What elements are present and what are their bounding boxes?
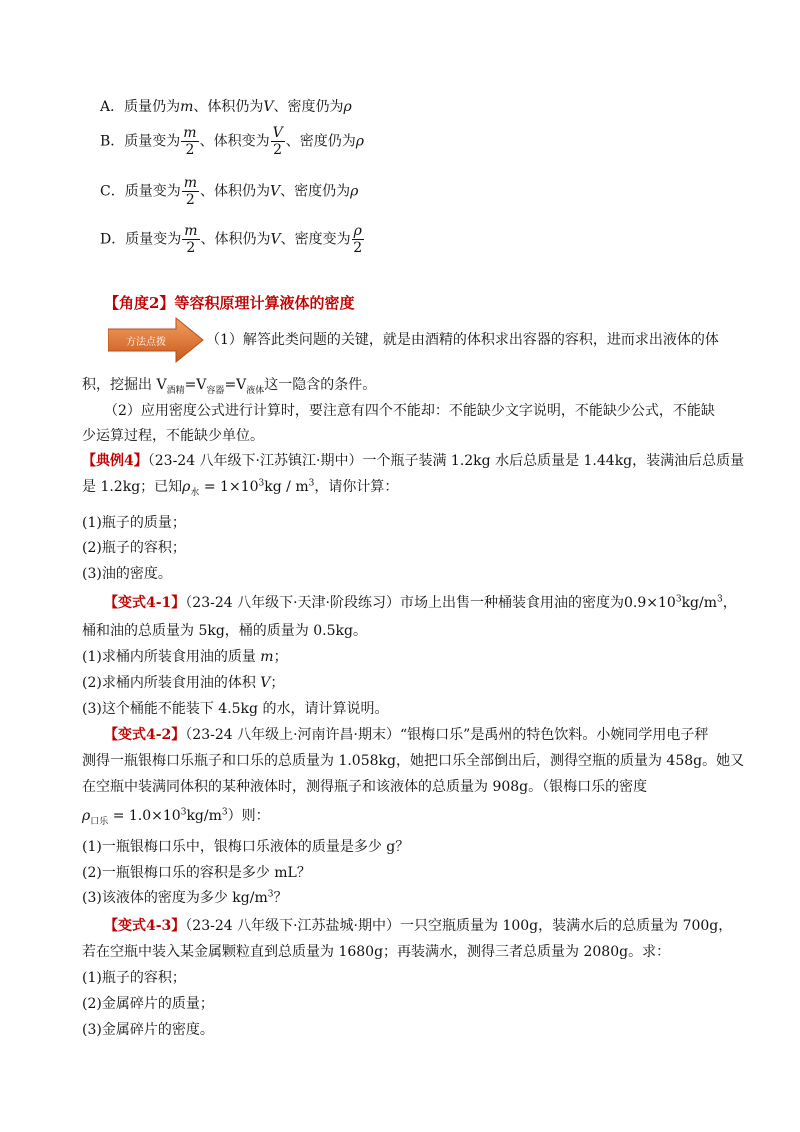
subscript-container: 容器 xyxy=(206,385,225,396)
frac-num: ρ xyxy=(353,223,362,239)
text-segment: 这一隐含的条件。 xyxy=(264,377,377,393)
var-rho: ρ xyxy=(355,133,364,150)
method-badge xyxy=(108,316,204,364)
variant-tag: 【变式4-1】 xyxy=(104,595,186,611)
superscript: 3 xyxy=(221,807,228,818)
method-p1-line1: （1）解答此类问题的关键，就是由酒精的体积求出容器的容积，进而求出液体的体 xyxy=(206,332,719,348)
subscript-water: 水 xyxy=(190,487,200,498)
frac-den: 2 xyxy=(353,240,363,256)
option-a-mid1: 、体积仍为 xyxy=(193,99,264,115)
fraction-v-over-2 xyxy=(271,126,285,157)
option-b xyxy=(100,126,364,157)
method-p1-line2 xyxy=(82,374,376,396)
variant42-line2: 测得一瓶银梅口乐瓶子和口乐的总质量为 1.058kg，她把口乐全部倒出后，测得空瓶的质量为 458g。她又 xyxy=(82,753,745,769)
fraction-m-over-2 xyxy=(182,224,199,255)
option-c-mid1: 、体积仍为 xyxy=(200,183,270,200)
text-segment: ）则： xyxy=(227,808,270,824)
superscript: 3 xyxy=(258,478,265,489)
option-d-mid1: 、体积仍为 xyxy=(200,231,271,248)
frac-num: m xyxy=(183,125,197,141)
option-d-prefix: D．质量变为 xyxy=(100,231,182,248)
var-rho: ρ xyxy=(343,99,352,115)
method-badge-label: 方法点拨 xyxy=(126,337,166,348)
option-a-mid2: 、密度仍为 xyxy=(273,99,344,115)
variant42-q3 xyxy=(82,887,287,907)
option-c-prefix: C．质量变为 xyxy=(100,183,181,200)
text-segment: 积，挖掘出 V xyxy=(82,377,167,393)
text-segment: （23-24 八年级上·河南许昌·期末）“银梅口乐”是禹州的特色饮料。小婉同学用电子秤 xyxy=(185,727,709,743)
subscript-liquid: 液体 xyxy=(246,385,265,396)
option-c-mid2: 、密度仍为 xyxy=(280,183,351,200)
variant43-q2: (2)金属碎片的质量； xyxy=(82,996,214,1012)
frac-den: 2 xyxy=(185,192,195,208)
example4-line2 xyxy=(82,476,398,498)
superscript: 3 xyxy=(180,807,187,818)
formula: = 1.0×10 xyxy=(108,808,181,824)
var-v: V xyxy=(270,183,281,200)
superscript: 3 xyxy=(717,594,723,605)
text-segment: (2)求桶内所装食用油的体积 xyxy=(82,675,261,691)
formula: = 1×10 xyxy=(199,479,259,495)
variant41-line1 xyxy=(104,592,737,612)
option-a xyxy=(100,96,352,116)
var-rho: ρ xyxy=(182,479,191,495)
variant41-q1 xyxy=(82,646,288,666)
text-segment: （23-24 八年级下·江苏镇江·期中）一个瓶子装满 1.2kg 水后总质量是 1.44kg，装满油后总质量 xyxy=(147,453,745,469)
text-segment: （23-24 八年级下·天津·阶段练习）市场上出售一种桶装食用油的密度为 xyxy=(185,595,625,611)
var-m: m xyxy=(260,649,274,665)
variant43-line2: 若在空瓶中装入某金属颗粒直到总质量为 1680g；再装满水，测得三者总质量为 2080g。求： xyxy=(82,944,671,960)
text-segment: (3)该液体的密度为多少 kg/m xyxy=(82,890,268,906)
variant42-q2: (2)一瓶银梅口乐的容积是多少 mL？ xyxy=(82,865,311,881)
variant42-line3: 在空瓶中装满同体积的某种液体时，测得瓶子和该液体的总质量为 908g。（银梅口乐的密度 xyxy=(82,779,648,795)
value: 0.9×10 xyxy=(624,595,676,611)
example-tag: 【典例4】 xyxy=(82,453,148,469)
var-v: V xyxy=(263,99,274,115)
fraction-rho-over-2 xyxy=(352,224,364,255)
text-segment: (1)求桶内所装食用油的质量 xyxy=(82,649,261,665)
frac-num: V xyxy=(272,125,283,141)
method-p2-line1: （2）应用密度公式进行计算时，要注意有四个不能却：不能缺少文字说明，不能缺少公式，不能缺 xyxy=(104,403,715,419)
variant41-q3: (3)这个桶能不能装下 4.5kg 的水，请计算说明。 xyxy=(82,701,389,717)
example4-q3: (3)油的密度。 xyxy=(82,566,172,582)
text-segment: ？ xyxy=(273,890,288,906)
subscript-cola: 口乐 xyxy=(90,816,109,827)
text-segment: =V xyxy=(184,377,207,393)
variant42-q1: (1)一瓶银梅口乐中，银梅口乐液体的质量是多少 g？ xyxy=(82,839,410,855)
frac-den: 2 xyxy=(185,142,195,158)
unit: kg/m xyxy=(186,808,222,824)
method-p2-line2: 少运算过程，不能缺少单位。 xyxy=(82,428,264,444)
text-segment: ； xyxy=(270,675,285,691)
example4-q1: (1)瓶子的质量； xyxy=(82,515,186,531)
text-segment: ， xyxy=(722,595,737,611)
option-b-mid2: 、密度仍为 xyxy=(285,133,356,150)
var-rho: ρ xyxy=(82,808,91,824)
variant-tag: 【变式4-3】 xyxy=(104,918,186,934)
frac-num: m xyxy=(184,223,198,239)
var-v: V xyxy=(260,675,271,691)
option-d xyxy=(100,224,365,255)
text-segment: ； xyxy=(273,649,288,665)
variant41-line2: 桶和油的总质量为 5kg，桶的质量为 0.5kg。 xyxy=(82,623,367,639)
variant41-q2 xyxy=(82,672,284,692)
text-segment: （23-24 八年级下·江苏盐城·期中）一只空瓶质量为 100g，装满水后的总质量为 700g， xyxy=(185,918,733,934)
option-b-prefix: B．质量变为 xyxy=(100,133,181,150)
variant43-q3: (3)金属碎片的密度。 xyxy=(82,1022,214,1038)
variant42-line4 xyxy=(82,805,270,827)
subscript-alcohol: 酒精 xyxy=(166,385,185,396)
variant42-line1 xyxy=(104,724,708,744)
frac-den: 2 xyxy=(186,240,196,256)
superscript: 3 xyxy=(267,889,274,900)
example4-line1 xyxy=(82,450,744,470)
option-b-mid1: 、体积变为 xyxy=(199,133,270,150)
fraction-m-over-2 xyxy=(182,176,199,207)
var-rho: ρ xyxy=(350,183,359,200)
frac-den: 2 xyxy=(273,142,283,158)
option-d-mid2: 、密度变为 xyxy=(280,231,351,248)
option-a-prefix: A．质量仍为 xyxy=(100,99,181,115)
variant43-line1 xyxy=(104,915,732,935)
variant43-q1: (1)瓶子的容积； xyxy=(82,970,186,986)
example4-q2: (2)瓶子的容积； xyxy=(82,540,186,556)
var-m: m xyxy=(180,99,194,115)
variant-tag: 【变式4-2】 xyxy=(104,727,186,743)
var-v: V xyxy=(270,231,281,248)
frac-num: m xyxy=(183,175,197,191)
unit: kg / m xyxy=(264,479,309,495)
section-heading: 【角度2】等容积原理计算液体的密度 xyxy=(104,294,355,312)
superscript: 3 xyxy=(308,478,315,489)
fraction-m-over-2 xyxy=(181,126,198,157)
text-segment: ，请你计算： xyxy=(314,479,399,495)
unit: kg/m xyxy=(681,595,717,611)
text-segment: 是 1.2kg；已知 xyxy=(82,479,183,495)
text-segment: =V xyxy=(224,377,247,393)
superscript: 3 xyxy=(675,594,682,605)
option-c xyxy=(100,176,358,207)
